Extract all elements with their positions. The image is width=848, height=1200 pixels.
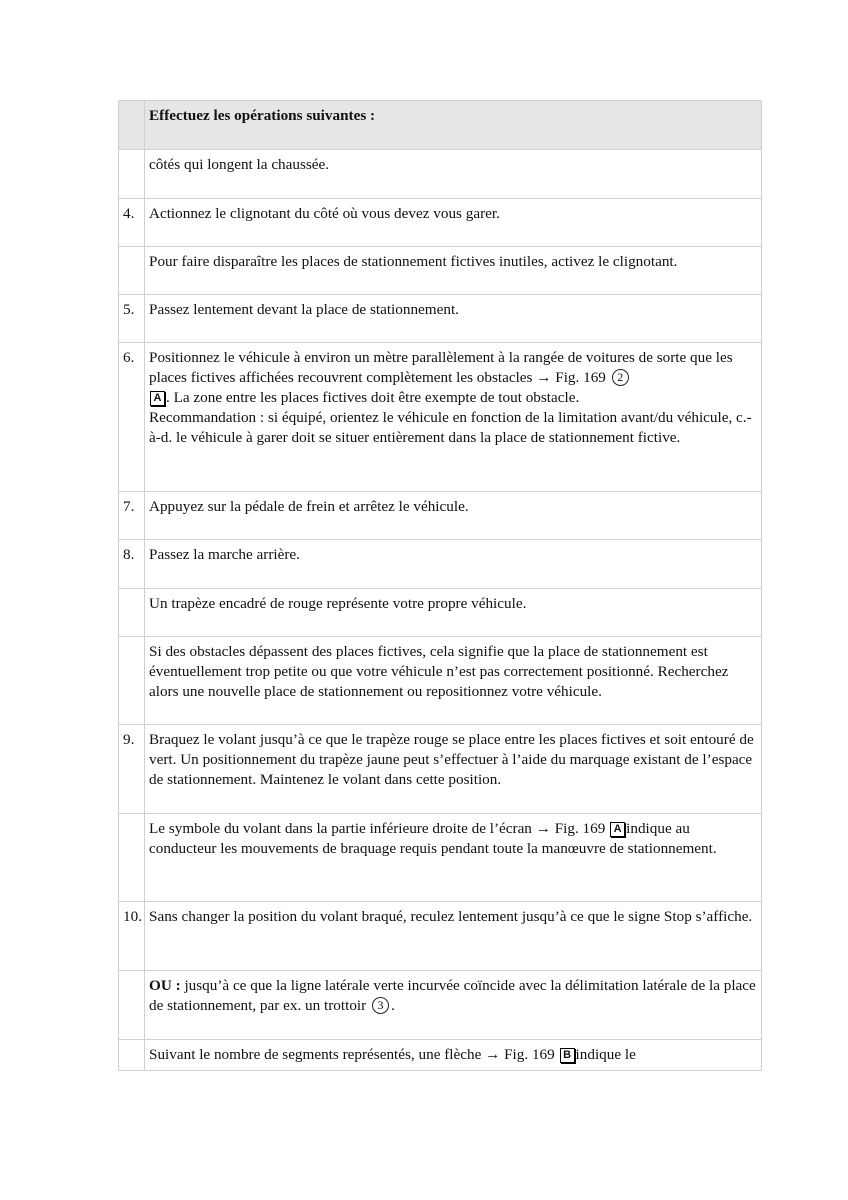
row-num: 6. — [119, 343, 145, 492]
row-text-part: Suivant le nombre de segments représentés, une flèche — [149, 1046, 482, 1063]
row-num — [119, 150, 145, 199]
row-num — [119, 1040, 145, 1071]
row-text: Un trapèze encadré de rouge représente votre propre véhicule. — [145, 589, 762, 637]
figure-label-icon: B — [560, 1048, 575, 1063]
row-num: 10. — [119, 902, 145, 971]
row-text-part: indique le — [575, 1046, 636, 1063]
callout-number-icon: 3 — [372, 997, 389, 1014]
row-text-part: Recommandation : si équipé, orientez le véhicule en fonction de la limitation avant/du véhicule, c.-à-d. le véhicule à garer doit se situer entièrement dans la place de stationnement fictive. — [149, 409, 752, 446]
row-num — [119, 247, 145, 295]
table-row — [119, 492, 762, 540]
row-text — [145, 1040, 762, 1071]
row-text-part: . La zone entre les places fictives doit être exempte de tout obstacle. — [166, 389, 580, 406]
table-row — [119, 589, 762, 637]
figure-reference: → Fig. 169 — [535, 820, 606, 837]
table-row — [119, 540, 762, 589]
row-text: Actionnez le clignotant du côté où vous devez vous garer. — [145, 199, 762, 247]
row-text: Sans changer la position du volant braqué, reculez lentement jusqu’à ce que le signe Stop s’affiche. — [145, 902, 762, 971]
row-num: 8. — [119, 540, 145, 589]
figure-reference: → Fig. 169 — [485, 1046, 555, 1063]
row-text — [145, 814, 762, 902]
row-num: 9. — [119, 725, 145, 814]
row-num: 4. — [119, 199, 145, 247]
figure-reference: → Fig. 169 — [536, 369, 606, 386]
row-num — [119, 814, 145, 902]
row-num — [119, 637, 145, 725]
table-row — [119, 902, 762, 971]
row-num: 7. — [119, 492, 145, 540]
header-num-cell — [119, 101, 145, 150]
figure-label-icon: A — [150, 391, 165, 406]
row-num: 5. — [119, 295, 145, 343]
figure-label-icon: A — [610, 822, 625, 837]
row-text: Passez lentement devant la place de stationnement. — [145, 295, 762, 343]
header-title: Effectuez les opérations suivantes : — [145, 101, 762, 150]
row-text: côtés qui longent la chaussée. — [145, 150, 762, 199]
row-text: Si des obstacles dépassent des places fictives, cela signifie que la place de stationnement est éventuellement trop petite ou que votre véhicule n’est pas correctement positionné. Recherchez alors une nouvelle place de stationnement ou repositionnez votre véhicule. — [145, 637, 762, 725]
row-text — [145, 971, 762, 1040]
table-header-row — [119, 101, 762, 150]
row-text-part: Le symbole du volant dans la partie inférieure droite de l’écran — [149, 820, 532, 837]
callout-number-icon: 2 — [612, 369, 629, 386]
table-row — [119, 150, 762, 199]
row-text-part: jusqu’à ce que la ligne latérale verte incurvée coïncide avec la délimitation latérale de la place de stationnement, par ex. un trottoir — [149, 977, 756, 1014]
row-text-part: indique au conducteur les mouvements de braquage requis pendant toute la manœuvre de stationnement. — [149, 820, 717, 857]
table-row — [119, 295, 762, 343]
row-text — [145, 343, 762, 492]
row-num — [119, 971, 145, 1040]
row-num — [119, 589, 145, 637]
row-text: Pour faire disparaître les places de stationnement fictives inutiles, activez le clignotant. — [145, 247, 762, 295]
table-row — [119, 637, 762, 725]
instructions-table — [118, 100, 762, 1071]
row-text: Braquez le volant jusqu’à ce que le trapèze rouge se place entre les places fictives et soit entouré de vert. Un positionnement du trapèze jaune peut s’effectuer à l’aide du marquage existant de l’espace de stationnement. Maintenez le volant dans cette position. — [145, 725, 762, 814]
table-row — [119, 199, 762, 247]
or-label: OU : — [149, 977, 181, 994]
row-text: Passez la marche arrière. — [145, 540, 762, 589]
table-row — [119, 1040, 762, 1071]
table-row — [119, 725, 762, 814]
row-text: Appuyez sur la pédale de frein et arrêtez le véhicule. — [145, 492, 762, 540]
table-row — [119, 971, 762, 1040]
table-row — [119, 343, 762, 492]
table-row — [119, 814, 762, 902]
row-text-part: . — [391, 997, 395, 1014]
table-row — [119, 247, 762, 295]
row-text-part: Positionnez le véhicule à environ un mètre parallèlement à la rangée de voitures de sorte que les places fictives affichées recouvrent complètement les obstacles — [149, 349, 733, 386]
